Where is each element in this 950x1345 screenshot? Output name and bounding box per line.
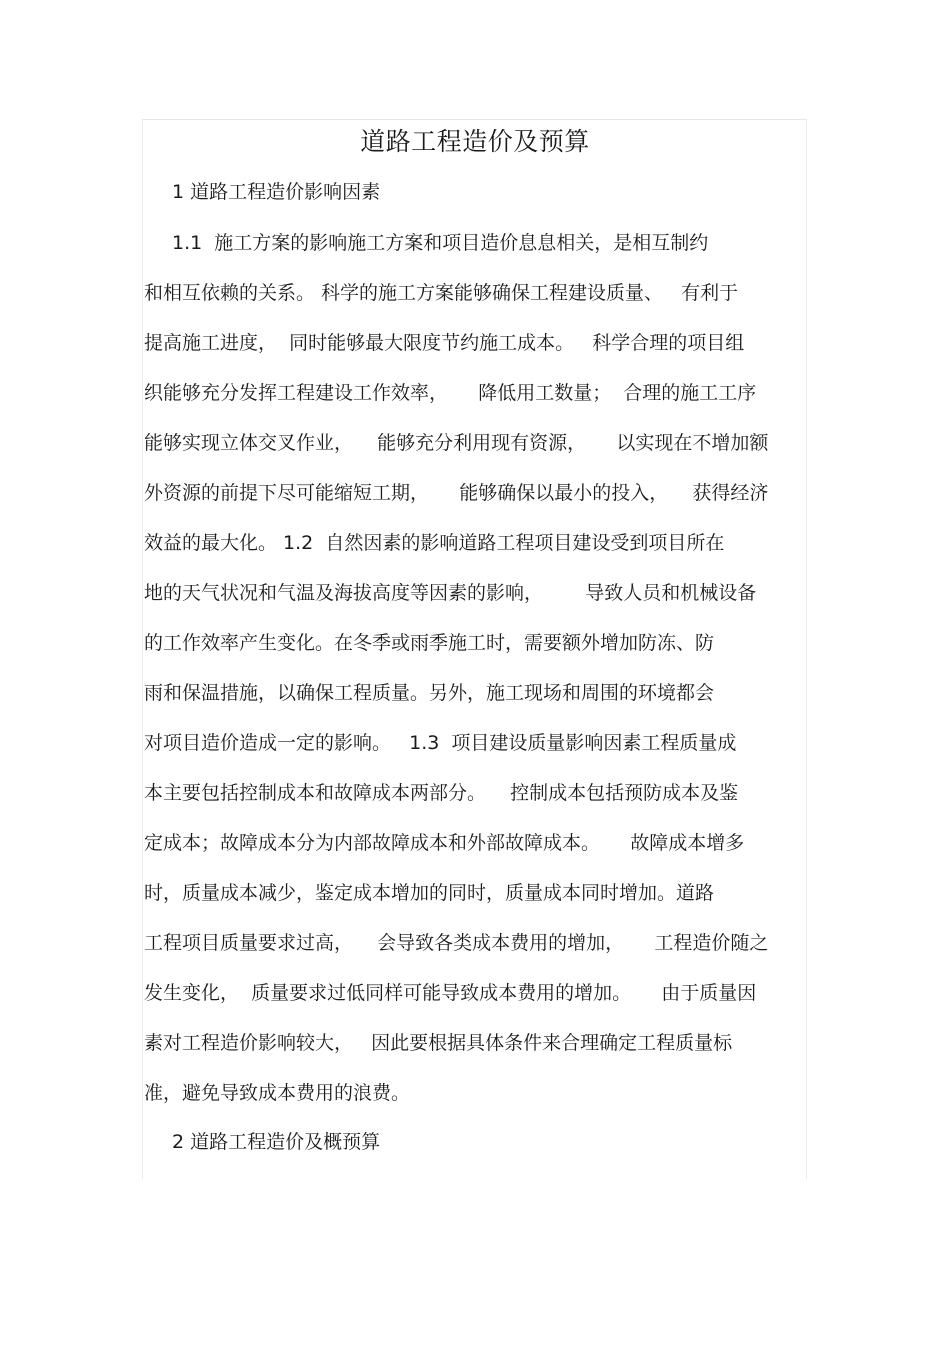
text-line: 织能够充分发挥工程建设工作效率， 降低用工数量； 合理的施工工序	[144, 382, 757, 404]
text-line: 效益的最大化。 1.2 自然因素的影响道路工程项目建设受到项目所在	[144, 532, 725, 554]
section-heading-1: 1 道路工程造价影响因素	[172, 181, 381, 203]
text-line: 1.1 施工方案的影响施工方案和项目造价息息相关，是相互制约	[172, 232, 709, 254]
text-line: 雨和保温措施，以确保工程质量。另外，施工现场和周围的环境都会	[144, 682, 715, 704]
text-line: 工程项目质量要求过高， 会导致各类成本费用的增加， 工程造价随之	[144, 932, 769, 954]
text-line: 能够实现立体交叉作业， 能够充分利用现有资源， 以实现在不增加额	[144, 432, 769, 454]
text-line: 的工作效率产生变化。在冬季或雨季施工时，需要额外增加防冻、防	[144, 632, 715, 654]
text-line: 外资源的前提下尽可能缩短工期， 能够确保以最小的投入， 获得经济	[144, 482, 769, 504]
text-line: 地的天气状况和气温及海拔高度等因素的影响， 导致人员和机械设备	[144, 582, 757, 604]
text-line: 素对工程造价影响较大， 因此要根据具体条件来合理确定工程质量标	[144, 1032, 733, 1054]
body-text	[144, 228, 804, 1128]
text-line: 发生变化， 质量要求过低同样可能导致成本费用的增加。 由于质量因	[144, 982, 757, 1004]
text-line: 定成本；故障成本分为内部故障成本和外部故障成本。 故障成本增多	[144, 832, 745, 854]
text-line: 对项目造价造成一定的影响。 1.3 项目建设质量影响因素工程质量成	[144, 732, 737, 754]
text-line: 准，避免导致成本费用的浪费。	[144, 1082, 411, 1104]
document-title: 道路工程造价及预算	[360, 127, 590, 156]
text-line: 和相互依赖的关系。 科学的施工方案能够确保工程建设质量、 有利于	[144, 282, 739, 304]
text-line: 提高施工进度， 同时能够最大限度节约施工成本。 科学合理的项目组	[144, 332, 745, 354]
section-heading-2: 2 道路工程造价及概预算	[172, 1131, 381, 1153]
text-line: 本主要包括控制成本和故障成本两部分。 控制成本包括预防成本及鉴	[144, 782, 739, 804]
text-line: 时，质量成本减少，鉴定成本增加的同时，质量成本同时增加。道路	[144, 882, 715, 904]
